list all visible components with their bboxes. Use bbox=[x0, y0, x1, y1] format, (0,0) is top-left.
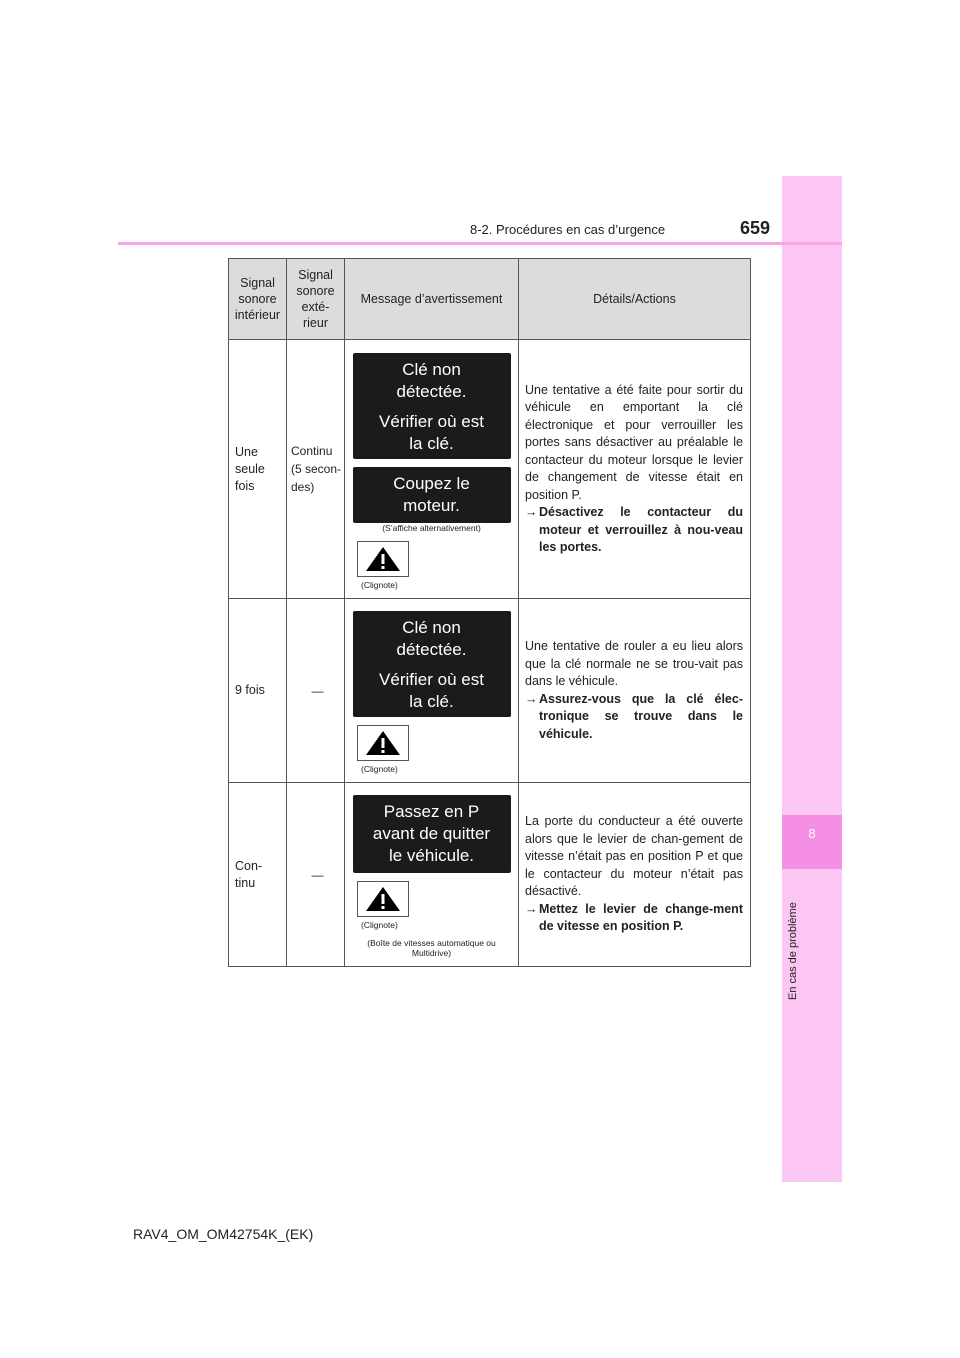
action-text: Assurez-vous que la clé élec-tronique se trouve dans le véhicule. bbox=[539, 691, 743, 741]
warning-table bbox=[228, 258, 751, 967]
exterior-signal-cell: Continu (5 secon- des) bbox=[287, 340, 345, 599]
table-header-row bbox=[229, 259, 751, 340]
header-details: Détails/Actions bbox=[519, 259, 751, 340]
table-row bbox=[229, 340, 751, 599]
message-cell bbox=[345, 599, 519, 783]
header-rule bbox=[118, 242, 842, 245]
display-key-not-detected: Clé non détectée. Vérifier où est la clé. bbox=[353, 611, 511, 717]
message-cell bbox=[345, 783, 519, 967]
blink-label: (Clignote) bbox=[361, 579, 398, 590]
warning-triangle-icon bbox=[364, 729, 402, 757]
arrow-right-icon: → bbox=[525, 505, 538, 519]
blink-label: (Clignote) bbox=[361, 920, 398, 930]
interior-signal-cell: Une seule fois bbox=[229, 340, 287, 599]
details-cell: Une tentative a été faite pour sortir du véhicule en emportant la clé électronique et pour verrouiller les portes sans désactiver au préalable le contacteur du moteur lorsque le levier de changement de vitesse était en position P. → Désactivez le contacteur du moteur et verrouillez à nou-veau les portes. bbox=[519, 340, 751, 599]
alternate-note: (S’affiche alternativement) bbox=[382, 522, 481, 533]
action-text: Mettez le levier de change-ment de vitesse en position P. bbox=[539, 901, 743, 934]
action-text: Désactivez le contacteur du moteur et verrouillez à nou-veau les portes. bbox=[539, 505, 743, 554]
page-number: 659 bbox=[740, 218, 771, 238]
chapter-number: 8 bbox=[808, 826, 816, 841]
transmission-note: (Boîte de vitesses automatique ou Multidrive) bbox=[367, 938, 496, 958]
arrow-right-icon: → bbox=[525, 901, 538, 916]
header-message: Message d’avertissement bbox=[345, 259, 519, 340]
section-title: 8-2. Procédures en cas d’urgence bbox=[470, 222, 666, 237]
header-interior-signal: Signal sonore intérieur bbox=[229, 259, 287, 340]
message-cell bbox=[345, 340, 519, 599]
display-key-not-detected: Clé non détectée. Vérifier où est la clé. bbox=[353, 353, 511, 459]
table-row bbox=[229, 599, 751, 783]
chapter-title-vertical: En cas de problème bbox=[787, 902, 799, 1000]
arrow-right-icon: → bbox=[525, 691, 538, 706]
table-row bbox=[229, 783, 751, 967]
chapter-number-tab bbox=[782, 815, 842, 869]
display-shift-to-p: Passez en P avant de quitter le véhicule. bbox=[353, 795, 511, 873]
warning-triangle-icon bbox=[364, 545, 402, 573]
exterior-signal-cell: — bbox=[287, 599, 345, 783]
details-cell: Une tentative de rouler a eu lieu alors que la clé normale ne se trou-vait pas dans le véhicule. → Assurez-vous que la clé élec-tronique se trouve dans le véhicule. bbox=[519, 599, 751, 783]
warning-triangle-icon bbox=[364, 885, 402, 913]
warning-light bbox=[357, 881, 409, 917]
interior-signal-cell: 9 fois bbox=[229, 599, 287, 783]
chapter-side-tab bbox=[782, 176, 842, 1182]
warning-light bbox=[357, 725, 409, 761]
exterior-signal-cell: — bbox=[287, 783, 345, 967]
details-cell: La porte du conducteur a été ouverte alors que le levier de chan-gement de vitesse n’était pas en position P et que le contacteur du moteur n’était pas désactivé. → Mettez le levier de change-ment de vitesse en position P. bbox=[519, 783, 751, 967]
header-exterior-signal: Signal sonore exté- rieur bbox=[287, 259, 345, 340]
warning-light bbox=[357, 541, 409, 577]
interior-signal-cell: Con- tinu bbox=[229, 783, 287, 967]
blink-label: (Clignote) bbox=[361, 764, 398, 774]
display-stop-engine: Coupez le moteur. bbox=[353, 467, 511, 523]
document-id: RAV4_OM_OM42754K_(EK) bbox=[133, 1226, 314, 1242]
